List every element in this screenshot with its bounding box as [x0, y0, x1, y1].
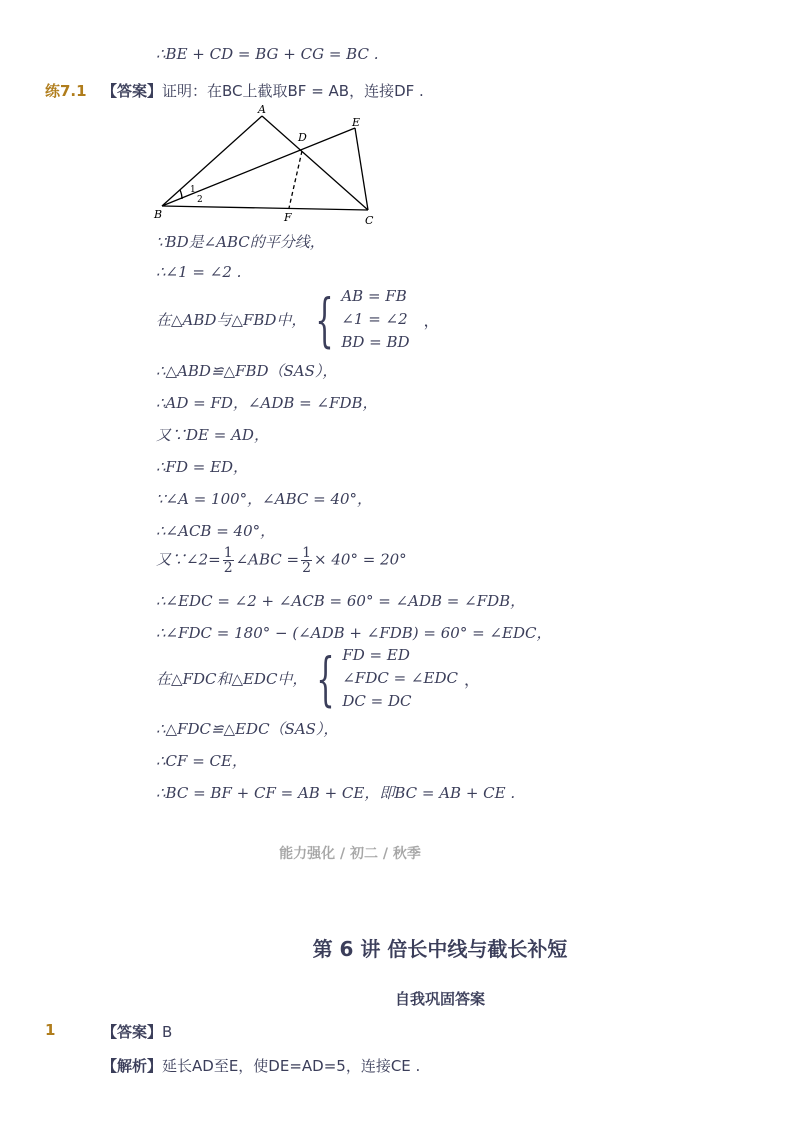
system-2-rows	[342, 644, 458, 713]
label-B: B	[154, 208, 163, 221]
question-answer	[102, 1021, 172, 1042]
label-F: F	[284, 211, 292, 224]
label-angle-2: 2	[197, 195, 203, 205]
system-1-suffix: ，	[423, 311, 440, 330]
system-1-rows	[341, 285, 409, 354]
line-10-mid: ∠ABC =	[235, 550, 300, 569]
segment-EC	[355, 128, 368, 210]
label-E: E	[352, 116, 361, 129]
analysis-tag: 【解析】	[102, 1057, 163, 1075]
fraction-denominator: 2	[302, 560, 312, 576]
fraction-numerator: 1	[302, 545, 312, 561]
proof-line-5: ∴AD = FD，∠ADB = ∠FDB，	[156, 394, 378, 412]
segment-BC	[162, 206, 368, 210]
proof-line-12: ∴∠FDC = 180° − (∠ADB + ∠FDB) = 60° = ∠EDC，	[156, 624, 552, 642]
exercise-number: 练7.1	[45, 82, 87, 100]
system-2-row: DC = DC	[342, 692, 412, 710]
left-brace-icon: {	[316, 644, 336, 713]
section-title: 自我巩固答案	[394, 990, 485, 1008]
lecture-title: 第 6 讲 倍长中线与截长补短	[312, 937, 568, 961]
label-D: D	[298, 131, 307, 144]
answer-tag: 【答案】	[102, 1023, 163, 1041]
page-footer: 能力强化 / 初二 / 秋季	[279, 846, 421, 862]
question-number: 1	[45, 1021, 56, 1039]
proof-line-9: ∴∠ACB = 40°，	[156, 522, 276, 540]
label-angle-1: 1	[190, 185, 196, 195]
fraction-half	[223, 546, 234, 575]
fraction-numerator: 1	[223, 545, 233, 561]
proof-line-2: ∴∠1 = ∠2 .	[156, 263, 242, 281]
proof-line-6: 又∵DE = AD，	[156, 426, 269, 444]
proof-system-2	[156, 644, 480, 713]
system-2-row: FD = ED	[342, 646, 410, 664]
label-A: A	[258, 103, 266, 116]
proof-line-7: ∴FD = ED，	[156, 458, 249, 476]
line-10-prefix: 又∵∠2=	[156, 550, 221, 569]
proof-line-10	[156, 546, 407, 575]
proof-line-1: ∵BD是∠ABC的平分线，	[156, 233, 325, 251]
system-2-prefix: 在△FDC和△EDC中，	[156, 670, 308, 688]
proof-line-11: ∴∠EDC = ∠2 + ∠ACB = 60° = ∠ADB = ∠FDB，	[156, 592, 526, 610]
system-1-prefix: 在△ABD与△FBD中，	[156, 311, 307, 329]
segment-BA	[162, 116, 262, 206]
system-1-row: AB = FB	[341, 287, 407, 305]
system-1-row: ∠1 = ∠2	[341, 310, 408, 328]
system-2-row: ∠FDC = ∠EDC	[342, 669, 458, 687]
system-1-row: BD = BD	[341, 333, 410, 351]
exercise-intro: 证明：在BC上截取BF = AB，连接DF .	[162, 82, 424, 100]
line-10-suffix: × 40° = 20°	[314, 550, 407, 569]
label-C: C	[365, 214, 374, 227]
fraction-denominator: 2	[223, 560, 233, 576]
proof-line-15: ∴CF = CE，	[156, 752, 247, 770]
system-2-suffix: ，	[463, 670, 480, 689]
question-analysis	[102, 1055, 420, 1076]
analysis-text: 延长AD至E，使DE=AD=5，连接CE .	[162, 1057, 421, 1075]
proof-line-16: ∴BC = BF + CF = AB + CE，即BC = AB + CE .	[156, 784, 516, 802]
answer-value: B	[162, 1023, 173, 1041]
proof-system-1	[156, 285, 440, 354]
segment-AC	[262, 116, 368, 210]
triangle-figure	[150, 100, 390, 230]
proof-conclusion-line: ∴BE + CD = BG + CG = BC .	[156, 45, 379, 63]
proof-line-4: ∴△ABD≌△FBD（SAS），	[156, 362, 338, 380]
exercise-header	[102, 80, 424, 101]
answer-tag: 【答案】	[102, 82, 163, 100]
proof-line-14: ∴△FDC≌△EDC（SAS），	[156, 720, 339, 738]
left-brace-icon: {	[315, 285, 335, 354]
proof-line-8: ∵∠A = 100°，∠ABC = 40°，	[156, 490, 373, 508]
fraction-half-2	[301, 546, 312, 575]
segment-DF-dashed	[289, 151, 302, 208]
